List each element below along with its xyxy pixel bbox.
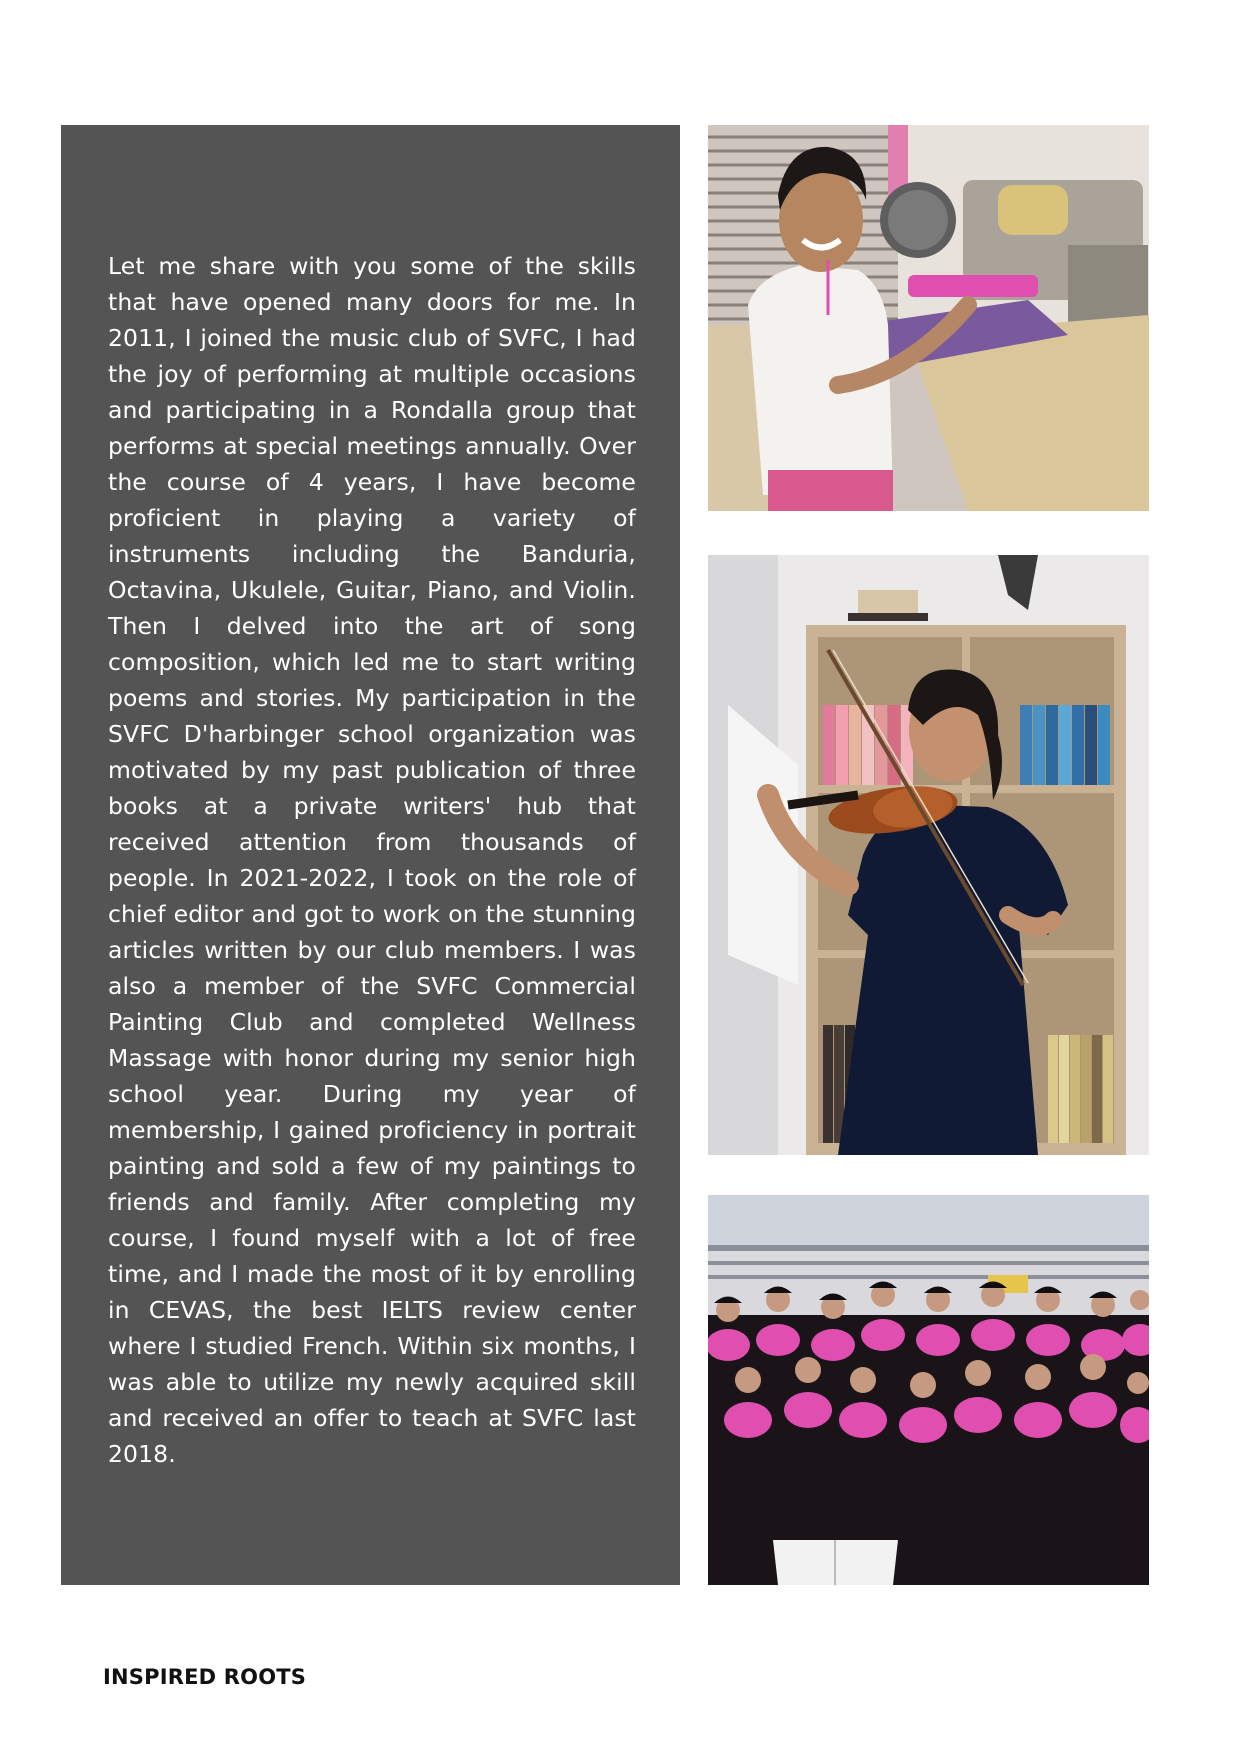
photo-violin-player (708, 555, 1149, 1155)
text-panel (61, 125, 680, 1585)
photo-sewing-machine (708, 125, 1149, 511)
photo-rondalla-group (708, 1195, 1149, 1585)
article-body: Let me share with you some of the skills that have opened many doors for me. In 2011, I joined the music club of SVFC, I had the joy of performing at multiple occasions and participating in a Rondalla group that performs at special meetings annually. Over the course of 4 years, I have become proficient in playing a variety of instruments including the Banduria, Octavina, Ukulele, Guitar, Piano, and Violin. Then I delved into the art of song composition, which led me to start writing poems and stories. My participation in the SVFC D'harbinger school organization was motivated by my past publication of three books at a private writers' hub that received attention from thousands of people. In 2021-2022, I took on the role of chief editor and got to work on the stunning articles written by our club members. I was also a member of the SVFC Commercial Painting Club and completed Wellness Massage with honor during my senior high school year. During my year of membership, I gained proficiency in portrait painting and sold a few of my paintings to friends and family. After completing my course, I found myself with a lot of free time, and I made the most of it by enrolling in CEVAS, the best IELTS review center where I studied French. Within six months, I was able to utilize my newly acquired skill and received an offer to teach at SVFC last 2018. (108, 252, 636, 1468)
footer-label: INSPIRED ROOTS (103, 1665, 307, 1689)
